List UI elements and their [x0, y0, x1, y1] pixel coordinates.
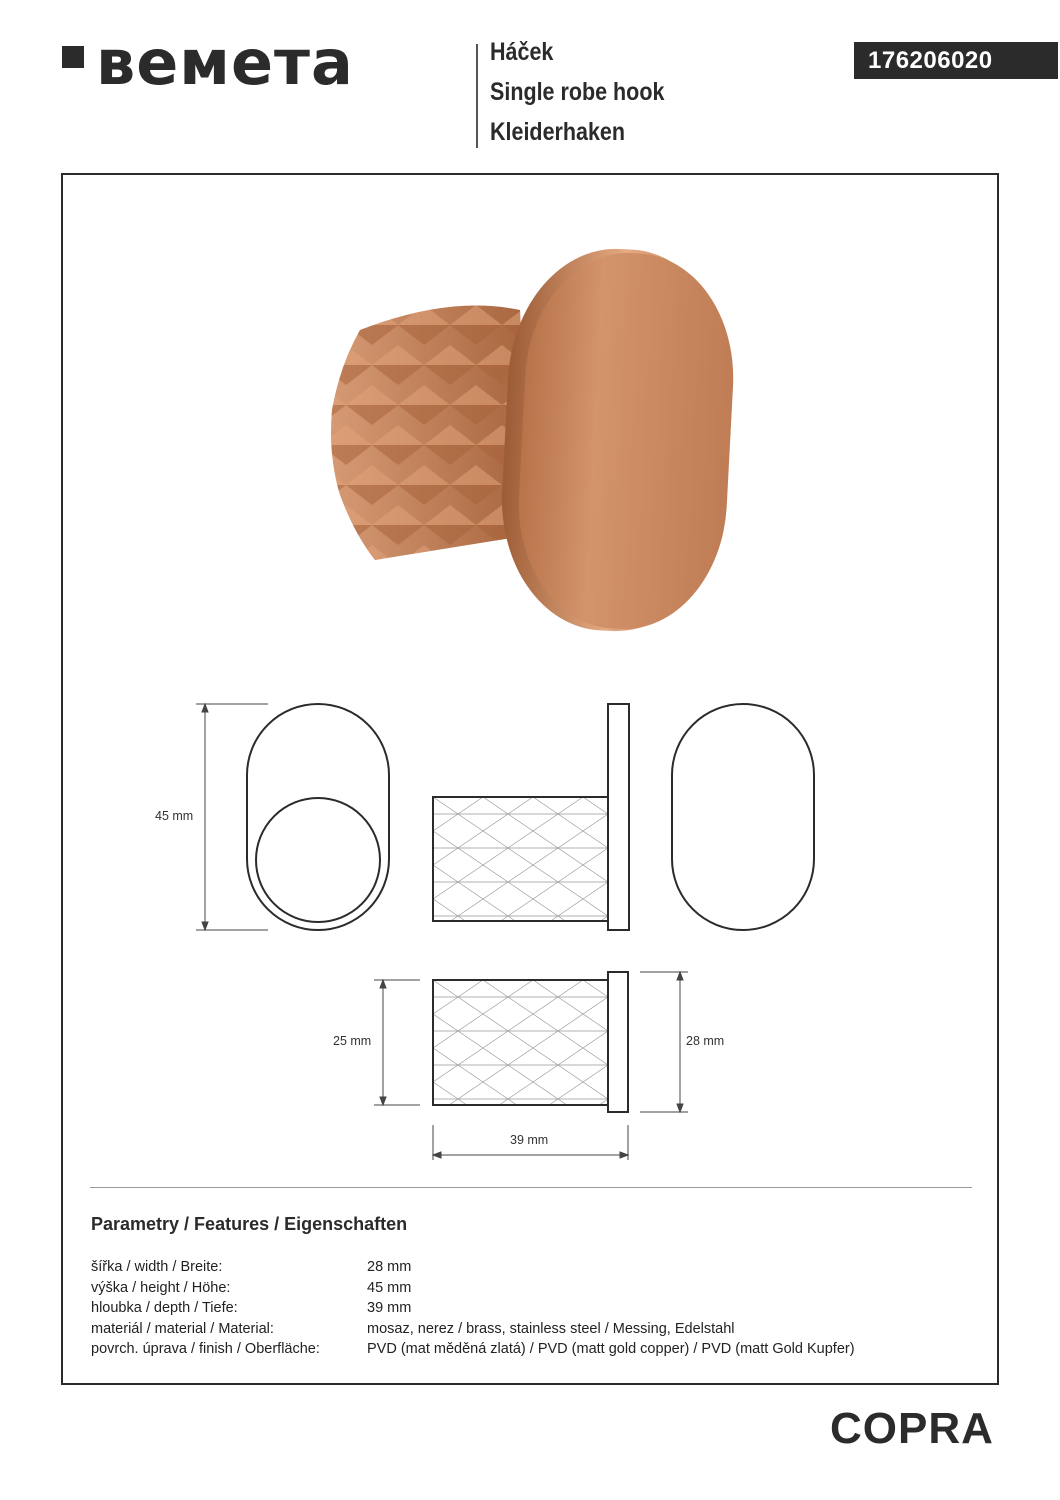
- knob-facet: [450, 545, 502, 565]
- knob-facet: [424, 585, 476, 605]
- knob-facet: [372, 585, 424, 605]
- cap-plate: [495, 243, 740, 636]
- spec-row-height: [91, 1280, 951, 1300]
- spec-label: výška / height / Höhe:: [91, 1280, 231, 1296]
- spec-value: mosaz, nerez / brass, stainless steel / Messing, Edelstahl: [367, 1321, 735, 1337]
- knob-facet: [372, 605, 424, 625]
- length-dimension-label: 39 mm: [510, 1133, 549, 1147]
- title-english: Single robe hook: [490, 78, 665, 106]
- brand-logo: [58, 26, 428, 108]
- knob-facet: [424, 605, 476, 625]
- knob-facet: [300, 305, 346, 325]
- knob-facet: [300, 485, 346, 505]
- height-dimension-label: 45 mm: [155, 809, 194, 823]
- spec-row-width: [91, 1259, 951, 1279]
- knob-facet: [346, 305, 398, 325]
- knob-facet: [320, 605, 372, 625]
- title-czech: Háček: [490, 38, 554, 66]
- knob-facet: [398, 565, 450, 585]
- spec-row-finish: [91, 1341, 951, 1361]
- brand-name: ʙeмeтa: [96, 26, 354, 99]
- knob-facet: [300, 325, 346, 345]
- spec-row-material: [91, 1321, 951, 1341]
- depth-knob-dimension-label: 25 mm: [333, 1034, 372, 1048]
- spec-value: 39 mm: [367, 1300, 412, 1316]
- spec-value: 28 mm: [367, 1259, 412, 1275]
- knob-facet: [476, 585, 528, 605]
- product-series-name: COPRA: [830, 1404, 994, 1453]
- knob-facet: [320, 585, 372, 605]
- spec-value: PVD (mat měděná zlatá) / PVD (matt gold copper) / PVD (matt Gold Kupfer): [367, 1341, 855, 1357]
- spec-value: 45 mm: [367, 1280, 412, 1296]
- spec-row-depth: [91, 1300, 951, 1320]
- product-photo: [300, 235, 760, 655]
- title-german: Kleiderhaken: [490, 118, 626, 146]
- knob-facet: [300, 545, 346, 565]
- product-code-badge: 176206020: [854, 42, 1058, 79]
- spec-label: šířka / width / Breite:: [91, 1259, 223, 1275]
- spec-label: hloubka / depth / Tiefe:: [91, 1300, 238, 1316]
- knob-facet: [300, 565, 346, 585]
- section-separator: [90, 1187, 972, 1188]
- knob-facet: [450, 565, 502, 585]
- knob-facet: [476, 605, 528, 625]
- knob-facet: [346, 565, 398, 585]
- features-heading: Parametry / Features / Eigenschaften: [91, 1214, 408, 1234]
- title-divider: [476, 44, 478, 148]
- spec-label: povrch. úprava / finish / Oberfläche:: [91, 1341, 320, 1357]
- logo-square: [62, 46, 84, 68]
- width-dimension-label: 28 mm: [686, 1034, 725, 1048]
- spec-label: materiál / material / Material:: [91, 1321, 274, 1337]
